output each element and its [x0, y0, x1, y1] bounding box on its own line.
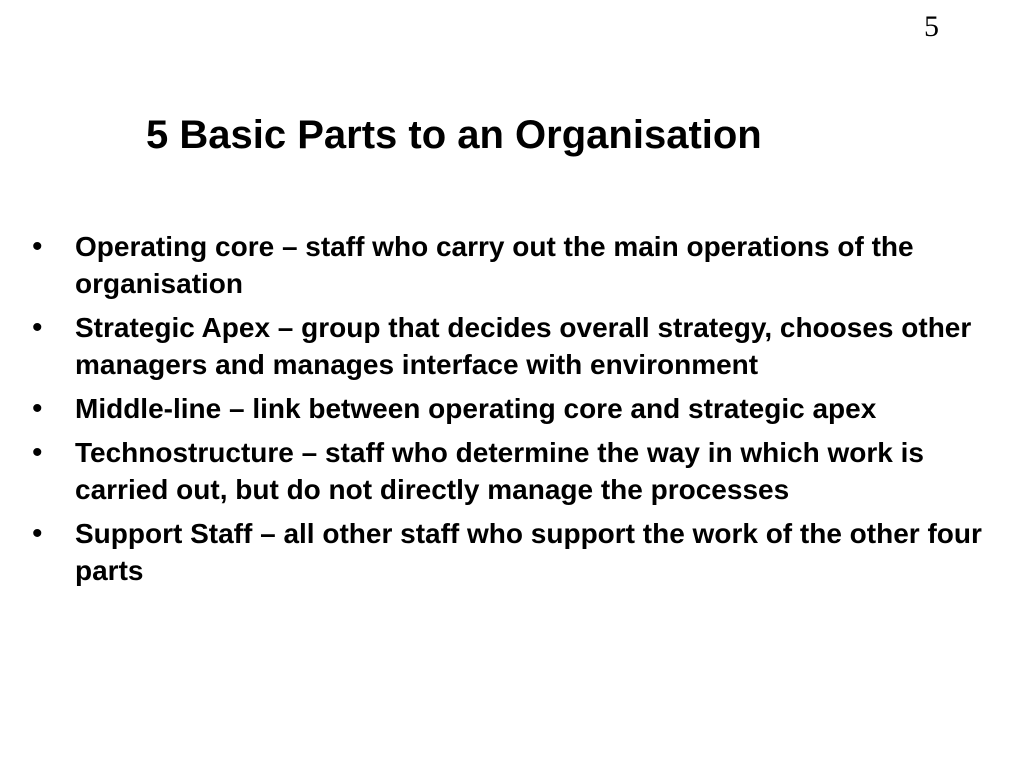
bullet-list: [30, 228, 995, 596]
bullet-text: Technostructure – staff who determine the way in which work is carried out, but do not directly manage the processes: [75, 437, 924, 505]
slide-title: 5 Basic Parts to an Organisation: [146, 113, 762, 157]
bullet-icon: •: [32, 436, 43, 469]
bullet-text: Operating core – staff who carry out the main operations of the organisation: [75, 231, 914, 299]
bullet-icon: •: [32, 392, 43, 425]
bullet-text: Middle-line – link between operating core and strategic apex: [75, 393, 877, 424]
page-number: 5: [924, 10, 939, 43]
bullet-item-technostructure: [30, 434, 995, 508]
bullet-item-operating-core: [30, 228, 995, 302]
bullet-item-middle-line: [30, 390, 995, 427]
bullet-text: Support Staff – all other staff who support the work of the other four parts: [75, 518, 982, 586]
bullet-icon: •: [32, 311, 43, 344]
bullet-icon: •: [32, 230, 43, 263]
bullet-icon: •: [32, 517, 43, 550]
bullet-item-strategic-apex: [30, 309, 995, 383]
bullet-text: Strategic Apex – group that decides overall strategy, chooses other managers and manages interface with environment: [75, 312, 972, 380]
bullet-item-support-staff: [30, 515, 995, 589]
